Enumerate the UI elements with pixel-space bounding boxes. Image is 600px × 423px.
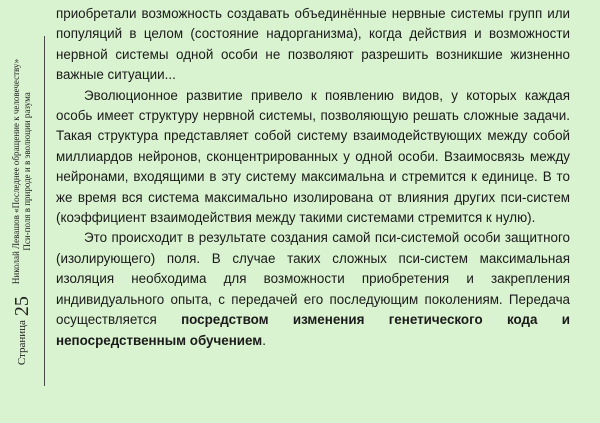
paragraph-3	[56, 228, 570, 350]
paragraph-3-emphasis: посредством изменения генетического кода и непосредственным обучением	[56, 312, 570, 348]
book-credits	[11, 59, 33, 284]
page-number: 25	[11, 296, 33, 317]
author-title-line: Николай Левашов «Последнее обращение к человечеству»	[11, 58, 21, 285]
page-body	[56, 4, 570, 351]
margin-divider	[44, 36, 45, 386]
paragraph-3-end: .	[262, 332, 266, 348]
paragraph-2: Эволюционное развитие привело к появлению видов, у которых каждая особь имеет структуру нервной системы, позволяющую решать сложные задачи. Такая структура представляет собой систему взаимодействующих между собой миллиардов нейронов, сконцентрированных у одной особи. Взаимосвязь между нейронами, входящими в эту систему максимальна и стремится к единице. В то же время вся система максимально изолирована от влияния других пси-систем (коэффициент взаимодействия между такими системами стремится к нулю).	[56, 87, 570, 226]
margin-strip	[0, 0, 44, 423]
vertical-running-header	[11, 59, 33, 365]
chapter-line: Пси-поля в природе и в эволюции разума	[22, 92, 32, 251]
paragraph-1: приобретали возможность создавать объединённые нервные системы групп или популяций в целом (состояние надорганизма), когда действия и возможности нервной системы одной особи не позволяют разрешить возникшие жизненно важные ситуации...	[56, 6, 570, 83]
paragraph-3-text: Это происходит в результате создания самой пси-системой особи защитного (изолирующего) поля. В случае таких сложных пси-систем максимальная изоляция необходима для возможности приобретения и закрепления индивидуального опыта, с передачей его последующим поколениям. Передача осуществляется	[56, 230, 570, 328]
page-label: Страница	[16, 320, 28, 366]
